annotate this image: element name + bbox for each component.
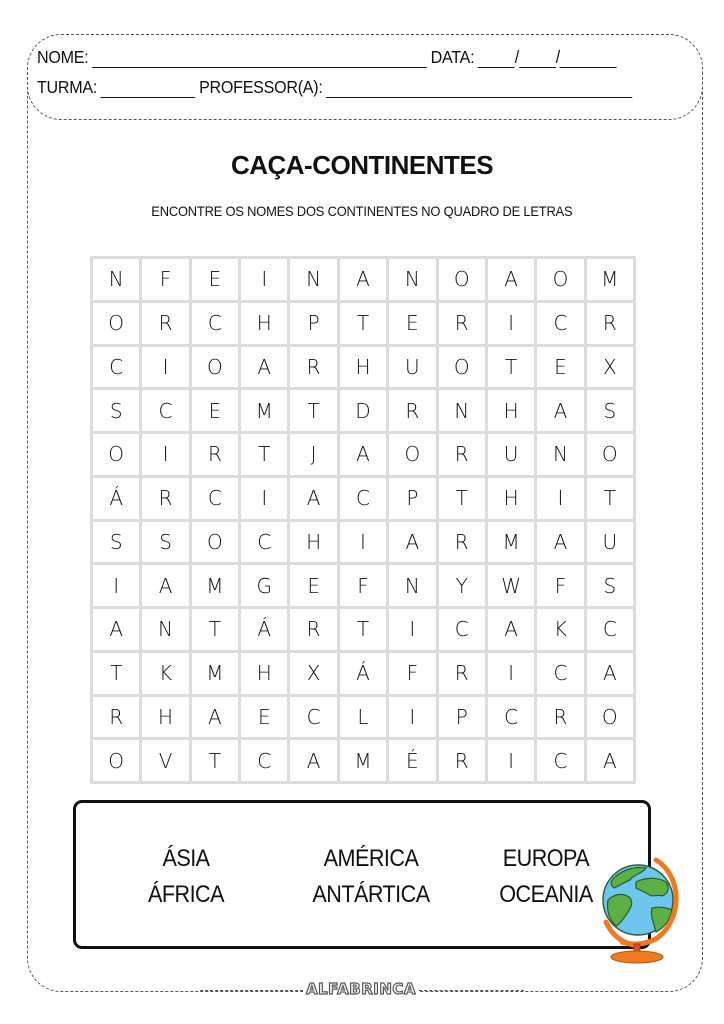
grid-cell[interactable]: T [241, 434, 287, 475]
grid-cell[interactable]: M [340, 740, 386, 781]
grid-cell[interactable]: E [389, 303, 435, 344]
grid-cell[interactable]: R [142, 478, 188, 519]
teacher-field[interactable] [326, 80, 632, 98]
grid-cell[interactable]: R [290, 347, 336, 388]
grid-cell[interactable]: H [488, 478, 534, 519]
grid-cell[interactable]: I [537, 478, 583, 519]
grid-cell[interactable]: T [192, 609, 238, 650]
grid-cell[interactable]: O [439, 259, 485, 300]
header-row-name-date [37, 47, 636, 68]
grid-cell[interactable]: S [142, 522, 188, 563]
grid-cell[interactable]: A [488, 259, 534, 300]
grid-cell[interactable]: T [587, 478, 633, 519]
grid-cell[interactable]: I [241, 259, 287, 300]
grid-cell[interactable]: C [537, 653, 583, 694]
grid-cell[interactable]: R [537, 697, 583, 738]
grid-cell[interactable]: A [488, 609, 534, 650]
grid-cell[interactable]: N [142, 609, 188, 650]
grid-cell[interactable]: C [537, 740, 583, 781]
grid-cell[interactable]: S [93, 390, 139, 431]
grid-cell[interactable]: C [290, 697, 336, 738]
grid-cell[interactable]: C [241, 740, 287, 781]
footer-divider [419, 990, 524, 991]
brand-logo: ALFABRINCA [303, 980, 419, 998]
grid-cell[interactable]: O [192, 347, 238, 388]
grid-cell[interactable]: H [241, 303, 287, 344]
grid-cell[interactable]: C [142, 390, 188, 431]
grid-cell[interactable]: Á [93, 478, 139, 519]
grid-cell[interactable]: R [439, 740, 485, 781]
grid-cell[interactable]: F [537, 565, 583, 606]
grid-cell[interactable]: X [290, 653, 336, 694]
grid-cell[interactable]: C [93, 347, 139, 388]
grid-cell[interactable]: R [439, 303, 485, 344]
word-bank-column [281, 841, 461, 913]
grid-cell[interactable]: N [389, 259, 435, 300]
grid-cell[interactable]: R [439, 653, 485, 694]
grid-cell[interactable]: T [488, 347, 534, 388]
grid-cell[interactable]: G [241, 565, 287, 606]
grid-cell[interactable]: A [389, 522, 435, 563]
date-day-field[interactable] [478, 50, 515, 68]
word-search-grid [90, 256, 636, 784]
grid-cell[interactable]: I [389, 609, 435, 650]
grid-cell[interactable]: M [587, 259, 633, 300]
grid-cell[interactable]: M [192, 653, 238, 694]
footer-divider [200, 990, 303, 991]
grid-cell[interactable]: R [192, 434, 238, 475]
word-item: OCEANIA [499, 881, 593, 908]
teacher-label: PROFESSOR(A): [199, 77, 323, 97]
date-month-field[interactable] [519, 50, 556, 68]
grid-cell[interactable]: A [340, 434, 386, 475]
grid-cell[interactable]: T [93, 653, 139, 694]
grid-cell[interactable]: V [142, 740, 188, 781]
grid-cell[interactable]: O [192, 522, 238, 563]
grid-cell[interactable]: A [587, 653, 633, 694]
grid-cell[interactable]: T [290, 390, 336, 431]
grid-cell[interactable]: O [537, 259, 583, 300]
grid-cell[interactable]: C [192, 303, 238, 344]
grid-cell[interactable]: C [488, 697, 534, 738]
grid-cell[interactable]: T [340, 303, 386, 344]
class-field[interactable] [101, 80, 196, 98]
date-year-field[interactable] [560, 50, 617, 68]
grid-cell[interactable]: O [587, 697, 633, 738]
grid-cell[interactable]: K [537, 609, 583, 650]
grid-cell[interactable]: A [537, 390, 583, 431]
grid-cell[interactable]: W [488, 565, 534, 606]
grid-cell[interactable]: T [192, 740, 238, 781]
grid-cell[interactable]: A [290, 740, 336, 781]
grid-cell[interactable]: M [241, 390, 287, 431]
grid-cell[interactable]: É [389, 740, 435, 781]
grid-cell[interactable]: I [389, 697, 435, 738]
grid-cell[interactable]: A [142, 565, 188, 606]
grid-cell[interactable]: A [192, 697, 238, 738]
grid-cell[interactable]: H [340, 347, 386, 388]
grid-cell[interactable]: M [488, 522, 534, 563]
grid-cell[interactable]: S [587, 390, 633, 431]
header-row-class-teacher [37, 77, 636, 98]
grid-cell[interactable]: C [439, 609, 485, 650]
grid-cell[interactable]: K [142, 653, 188, 694]
grid-cell[interactable]: N [93, 259, 139, 300]
grid-cell[interactable]: P [290, 303, 336, 344]
grid-cell[interactable]: A [93, 609, 139, 650]
grid-cell[interactable]: R [93, 697, 139, 738]
date-label: DATA: [430, 47, 475, 67]
grid-cell[interactable]: C [587, 609, 633, 650]
grid-cell[interactable]: P [439, 697, 485, 738]
class-label: TURMA: [37, 77, 98, 97]
grid-cell[interactable]: E [241, 697, 287, 738]
grid-cell[interactable]: R [587, 303, 633, 344]
grid-cell[interactable]: E [290, 565, 336, 606]
grid-cell[interactable]: C [192, 478, 238, 519]
grid-cell[interactable]: S [93, 522, 139, 563]
grid-cell[interactable]: O [93, 434, 139, 475]
grid-cell[interactable]: C [241, 522, 287, 563]
grid-cell[interactable]: H [142, 697, 188, 738]
grid-cell[interactable]: U [488, 434, 534, 475]
word-bank [73, 800, 651, 949]
grid-cell[interactable]: R [439, 434, 485, 475]
grid-cell[interactable]: U [587, 522, 633, 563]
grid-cell[interactable]: I [340, 522, 386, 563]
grid-cell[interactable]: A [537, 522, 583, 563]
name-label: NOME: [37, 47, 89, 67]
grid-cell[interactable]: R [439, 522, 485, 563]
globe-icon [594, 852, 684, 964]
grid-cell[interactable]: N [290, 259, 336, 300]
grid-cell[interactable]: O [587, 434, 633, 475]
word-item: AMÉRICA [323, 845, 419, 872]
grid-cell[interactable]: A [340, 259, 386, 300]
grid-cell[interactable]: U [389, 347, 435, 388]
grid-cell[interactable]: R [389, 390, 435, 431]
word-item: ÁFRICA [148, 881, 224, 908]
grid-cell[interactable]: N [439, 390, 485, 431]
grid-cell[interactable]: I [488, 303, 534, 344]
grid-cell[interactable]: C [537, 303, 583, 344]
grid-cell[interactable]: E [537, 347, 583, 388]
grid-cell[interactable]: R [142, 303, 188, 344]
grid-cell[interactable]: O [389, 434, 435, 475]
grid-cell[interactable]: L [340, 697, 386, 738]
grid-cell[interactable]: I [241, 478, 287, 519]
grid-cell[interactable]: A [290, 478, 336, 519]
grid-cell[interactable]: O [439, 347, 485, 388]
grid-cell[interactable]: Á [241, 609, 287, 650]
grid-cell[interactable]: X [587, 347, 633, 388]
grid-cell[interactable]: D [340, 390, 386, 431]
word-bank-column [481, 841, 611, 913]
grid-cell[interactable]: I [488, 740, 534, 781]
grid-cell[interactable]: M [192, 565, 238, 606]
grid-cell[interactable]: P [389, 478, 435, 519]
instructions: ENCONTRE OS NOMES DOS CONTINENTES NO QUADRO DE LETRAS [151, 203, 573, 219]
grid-cell[interactable]: I [142, 434, 188, 475]
grid-cell[interactable]: Y [439, 565, 485, 606]
grid-cell[interactable]: H [241, 653, 287, 694]
word-item: ANTÁRTICA [312, 881, 430, 908]
grid-cell[interactable]: H [488, 390, 534, 431]
grid-cell[interactable]: O [93, 740, 139, 781]
grid-cell[interactable]: I [142, 347, 188, 388]
grid-cell[interactable]: T [340, 609, 386, 650]
grid-cell[interactable]: I [93, 565, 139, 606]
grid-cell[interactable]: A [241, 347, 287, 388]
grid-cell[interactable]: I [488, 653, 534, 694]
grid-cell[interactable]: A [587, 740, 633, 781]
grid-cell[interactable]: E [192, 259, 238, 300]
grid-cell[interactable]: F [340, 565, 386, 606]
grid-cell[interactable]: F [389, 653, 435, 694]
student-info-header [27, 34, 703, 120]
grid-cell[interactable]: H [290, 522, 336, 563]
grid-cell[interactable]: O [93, 303, 139, 344]
grid-cell[interactable]: T [439, 478, 485, 519]
name-field[interactable] [92, 50, 427, 68]
grid-cell[interactable]: C [340, 478, 386, 519]
date-separator: / [555, 47, 560, 67]
word-item: ÁSIA [162, 845, 210, 872]
grid-cell[interactable]: Á [340, 653, 386, 694]
grid-cell[interactable]: F [142, 259, 188, 300]
word-bank-column [126, 841, 246, 913]
grid-cell[interactable]: N [389, 565, 435, 606]
grid-cell[interactable]: E [192, 390, 238, 431]
grid-cell[interactable]: S [587, 565, 633, 606]
page-title: CAÇA-CONTINENTES [230, 150, 494, 180]
grid-cell[interactable]: R [290, 609, 336, 650]
word-item: EUROPA [502, 845, 590, 872]
date-separator: / [514, 47, 519, 67]
grid-cell[interactable]: J [290, 434, 336, 475]
grid-cell[interactable]: N [537, 434, 583, 475]
